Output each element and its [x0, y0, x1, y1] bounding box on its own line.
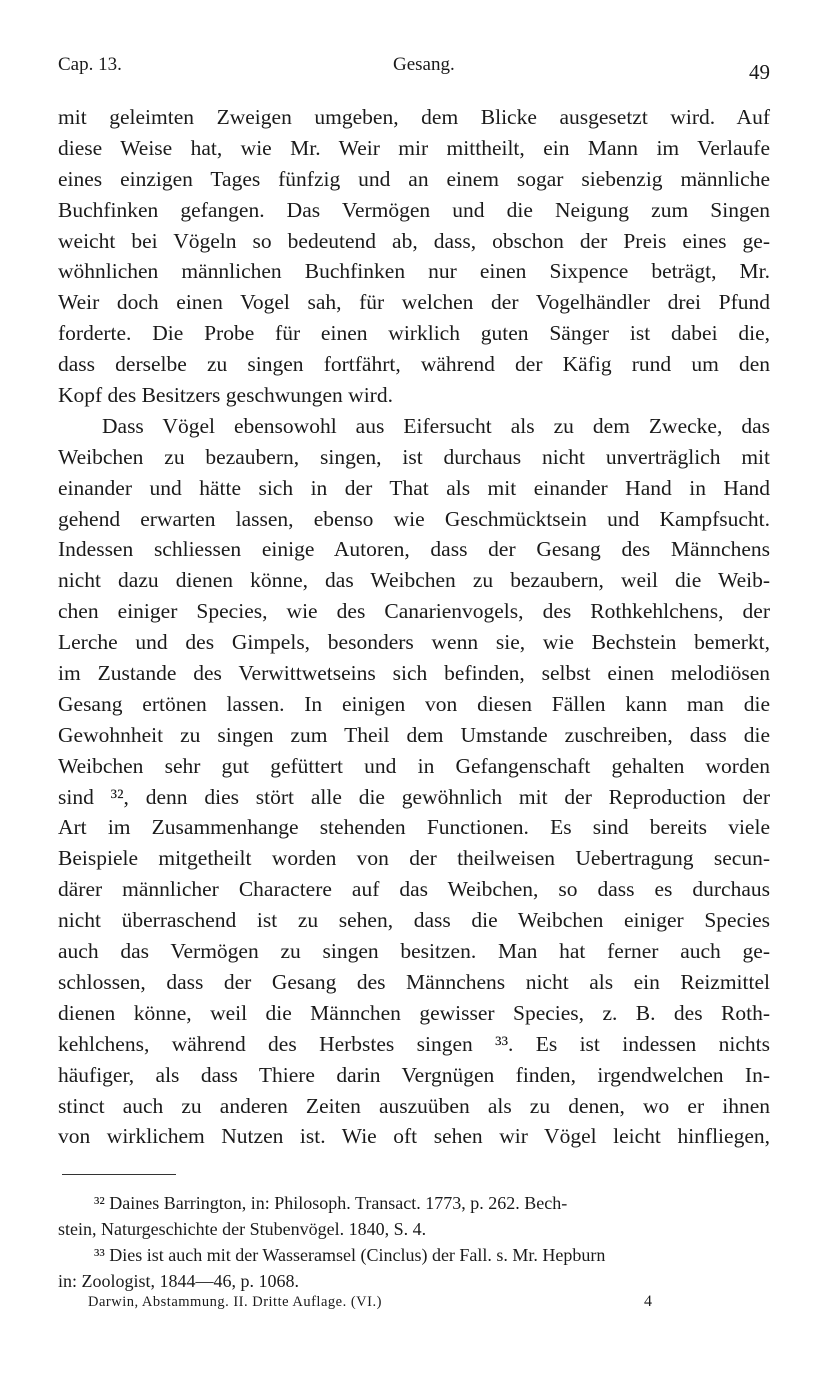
text-line: stinct auch zu anderen Zeiten auszuüben als zu denen, wo er ihnen — [58, 1093, 770, 1118]
text-line: Lerche und des Gimpels, besonders wenn sie, wie Bechstein bemerkt, — [58, 630, 770, 655]
body-text — [58, 102, 770, 1152]
signature-mark: 4 — [644, 1293, 653, 1310]
text-line: im Zustande des Verwittwetseins sich befinden, selbst einen melodiösen — [58, 661, 770, 686]
text-line: schlossen, dass der Gesang des Männchens nicht als ein Reizmittel — [58, 969, 770, 994]
text-line: chen einiger Species, wie des Canarienvogels, des Rothkehlchens, der — [58, 599, 770, 624]
chapter-label: Cap. 13. — [58, 54, 122, 75]
text-line: Gesang ertönen lassen. In einigen von diesen Fällen kann man die — [58, 691, 770, 716]
text-line: gehend erwarten lassen, ebenso wie Geschmücktsein und Kampfsucht. — [58, 506, 770, 531]
text-line: dienen könne, weil die Männchen gewisser Species, z. B. des Roth- — [58, 1000, 770, 1025]
text-line: Indessen schliessen einige Autoren, dass der Gesang des Männchens — [58, 537, 770, 562]
text-line: Weir doch einen Vogel sah, für welchen der Vogelhändler drei Pfund — [58, 290, 770, 315]
text-line: Buchfinken gefangen. Das Vermögen und die Neigung zum Singen — [58, 197, 770, 222]
text-line: wöhnlichen männlichen Buchfinken nur einen Sixpence beträgt, Mr. — [58, 259, 770, 284]
footnote-33-line-1: ³³ Dies ist auch mit der Wasseramsel (Cinclus) der Fall. s. Mr. Hepburn — [94, 1245, 606, 1265]
text-line: diese Weise hat, wie Mr. Weir mir mittheilt, ein Mann im Verlaufe — [58, 135, 770, 160]
text-line: häufiger, als dass Thiere darin Vergnügen finden, irgendwelchen In- — [58, 1062, 770, 1087]
page-footer — [88, 1294, 688, 1311]
footnotes — [58, 1190, 770, 1294]
text-line: Kopf des Besitzers geschwungen wird. — [58, 383, 393, 408]
section-title: Gesang. — [393, 54, 455, 75]
text-line: einander und hätte sich in der That als mit einander Hand in Hand — [58, 475, 770, 500]
running-header — [58, 54, 770, 84]
text-line: därer männlicher Charactere auf das Weibchen, so dass es durchaus — [58, 877, 770, 902]
text-line: mit geleimten Zweigen umgeben, dem Blicke ausgesetzt wird. Auf — [58, 105, 770, 129]
text-line: forderte. Die Probe für einen wirklich guten Sänger ist dabei die, — [58, 321, 770, 346]
text-line: eines einzigen Tages fünfzig und an einem sogar siebenzig männliche — [58, 166, 770, 191]
imprint-line: Darwin, Abstammung. II. Dritte Auflage. (VI.) — [88, 1294, 382, 1310]
text-line: von wirklichem Nutzen ist. Wie oft sehen wir Vögel leicht hinfliegen, — [58, 1124, 770, 1149]
text-line: dass derselbe zu singen fortfährt, während der Käfig rund um den — [58, 352, 770, 377]
text-line: weicht bei Vögeln so bedeutend ab, dass, obschon der Preis eines ge- — [58, 228, 770, 253]
text-line: sind ³², denn dies stört alle die gewöhnlich mit der Reproduction der — [58, 784, 770, 809]
paragraph-2 — [58, 411, 770, 1152]
text-line: nicht überraschend ist zu sehen, dass die Weibchen einiger Species — [58, 908, 770, 933]
text-line: Beispiele mitgetheilt worden von der theilweisen Uebertragung secun- — [58, 846, 770, 871]
text-line: Weibchen zu bezaubern, singen, ist durchaus nicht unverträglich mit — [58, 444, 770, 469]
text-line: Dass Vögel ebensowohl aus Eifersucht als zu dem Zwecke, das — [102, 413, 770, 438]
paragraph-1 — [58, 102, 770, 411]
footnote-32-line-1: ³² Daines Barrington, in: Philosoph. Transact. 1773, p. 262. Bech- — [94, 1193, 568, 1213]
text-line: Gewohnheit zu singen zum Theil dem Umstande zuschreiben, dass die — [58, 722, 770, 747]
page-number: 49 — [749, 60, 770, 84]
text-line: auch das Vermögen zu singen besitzen. Man hat ferner auch ge- — [58, 939, 770, 964]
text-line: Art im Zusammenhange stehenden Functionen. Es sind bereits viele — [58, 815, 770, 840]
footnote-33-line-2: in: Zoologist, 1844—46, p. 1068. — [58, 1271, 300, 1291]
text-line: kehlchens, während des Herbstes singen ³³. Es ist indessen nichts — [58, 1031, 770, 1056]
text-line: nicht dazu dienen könne, das Weibchen zu bezaubern, weil die Weib- — [58, 568, 770, 593]
text-line: Weibchen sehr gut gefüttert und in Gefangenschaft gehalten worden — [58, 753, 770, 778]
footnote-32-line-2: stein, Naturgeschichte der Stubenvögel. 1840, S. 4. — [58, 1219, 427, 1239]
footnote-divider — [62, 1174, 176, 1175]
